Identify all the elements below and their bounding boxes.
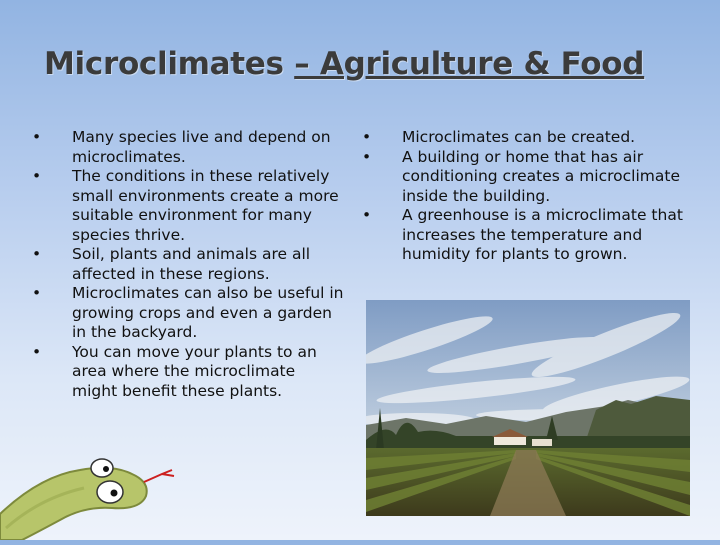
left-bullet-list <box>32 128 344 401</box>
list-item: • The conditions in these relatively small environments create a more suitable environment for many species thrive. <box>32 167 344 245</box>
cartoon-snake <box>0 448 190 540</box>
vineyard-photo <box>366 300 690 516</box>
right-bullet-list <box>362 128 687 265</box>
slide-title <box>44 46 644 82</box>
list-item: • Many species live and depend on microclimates. <box>32 128 344 167</box>
list-item: • You can move your plants to an area where the microclimate might benefit these plants. <box>32 343 344 402</box>
title-part-1: Microclimates <box>44 46 295 82</box>
list-item: • Soil, plants and animals are all affected in these regions. <box>32 245 344 284</box>
list-item: • Microclimates can be created. <box>362 128 687 148</box>
list-item: • A greenhouse is a microclimate that increases the temperature and humidity for plants to grown. <box>362 206 687 265</box>
title-part-2: – Agriculture & Food <box>294 46 645 82</box>
list-item: • Microclimates can also be useful in growing crops and even a garden in the backyard. <box>32 284 344 343</box>
list-item: • A building or home that has air conditioning creates a microclimate inside the building. <box>362 148 687 207</box>
